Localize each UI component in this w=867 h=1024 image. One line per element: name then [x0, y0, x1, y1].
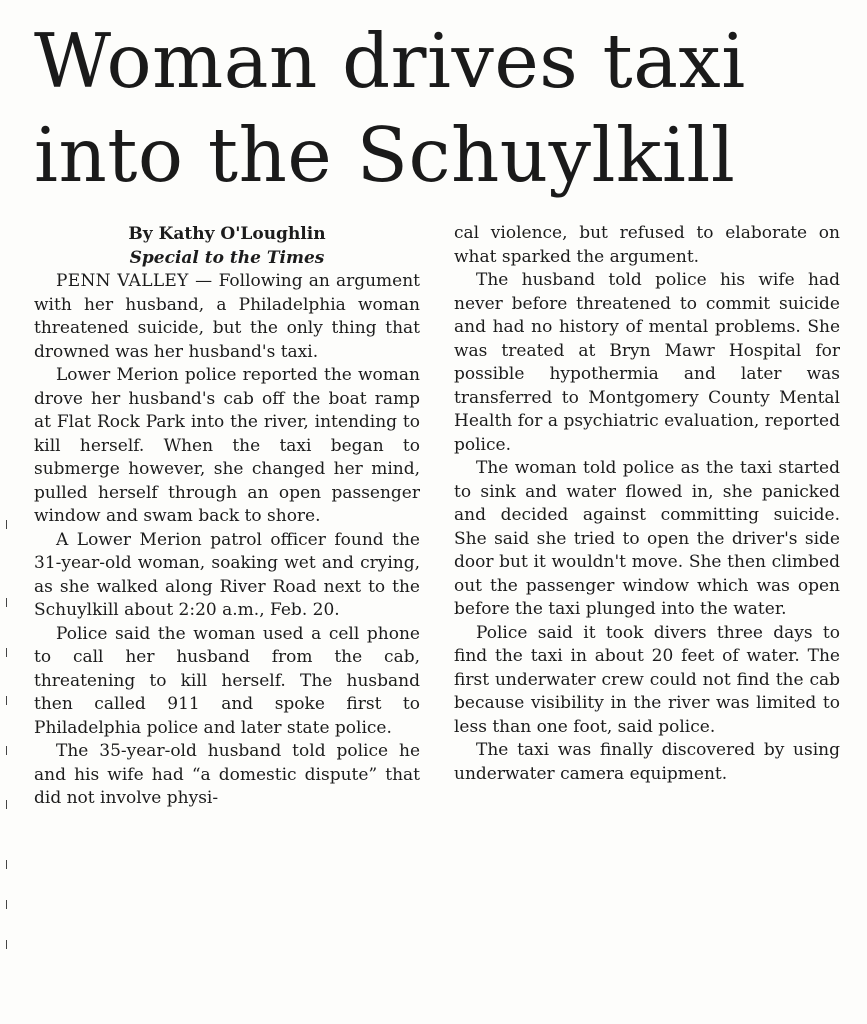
paragraph: Lower Merion police reported the woman drove her husband's cab off the boat ramp at Flat Rock Park into the river, intending to kill herself. When the taxi began to submerge however, she changed her mind, pulled herself through an open passenger window and swam back to shore.: [34, 365, 420, 526]
paragraph: A Lower Merion patrol officer found the 31-year-old woman, soaking wet and crying, as she walked along River Road next to the Schuylkill about 2:20 a.m., Feb. 20.: [34, 529, 420, 620]
paragraph: The taxi was finally discovered by using underwater camera equipment.: [454, 740, 840, 784]
edge-mark: [6, 860, 7, 869]
paragraph: The husband told police his wife had never before threatened to commit suicide and had no history of mental problems. She was treated at Bryn Mawr Hospital for possible hypothermia and later was transferred to Montgomery County Mental Health for a psychiatric evaluation, reported police.: [454, 270, 840, 455]
paragraph: The 35-year-old husband told police he and his wife had “a domestic dispute” that did not involve physi-: [34, 741, 420, 808]
paragraph-text: Following an argument with her husband, a Philadelphia woman threatened suicide, but the only thing that drowned was her husband's taxi.: [34, 271, 421, 362]
edge-mark: [6, 900, 7, 909]
article-body: [34, 222, 840, 811]
headline: Woman drives taxi into the Schuylkill: [34, 17, 746, 199]
column-left: [34, 222, 420, 811]
paragraph: The woman told police as the taxi started to sink and water flowed in, she panicked and decided against committing suicide. She said she tried to open the driver's side door but it wouldn't move. She then climbed out the passenger window which was open before the taxi plunged into the water.: [454, 458, 840, 619]
paragraph: [34, 270, 420, 364]
column-right: [454, 222, 840, 811]
dateline: PENN VALLEY —: [56, 271, 213, 291]
edge-mark: [6, 800, 7, 809]
byline: By Kathy O'Loughlin: [128, 224, 326, 244]
edge-mark: [6, 746, 7, 755]
scan-edge-marks: [0, 520, 14, 960]
edge-mark: [6, 940, 7, 949]
edge-mark: [6, 598, 7, 607]
edge-mark: [6, 648, 7, 657]
edge-mark: [6, 696, 7, 705]
byline-affiliation: Special to the Times: [129, 248, 325, 268]
edge-mark: [6, 520, 7, 529]
paragraph: Police said the woman used a cell phone to call her husband from the cab, threatening to kill herself. The husband then called 911 and spoke first to Philadelphia police and later state police.: [34, 623, 420, 738]
paragraph-continuation: cal violence, but refused to elaborate on what sparked the argument.: [454, 223, 840, 267]
paragraph: Police said it took divers three days to find the taxi in about 20 feet of water. The first underwater crew could not find the cab because visibility in the river was limited to less than one foot, said police.: [454, 622, 840, 737]
